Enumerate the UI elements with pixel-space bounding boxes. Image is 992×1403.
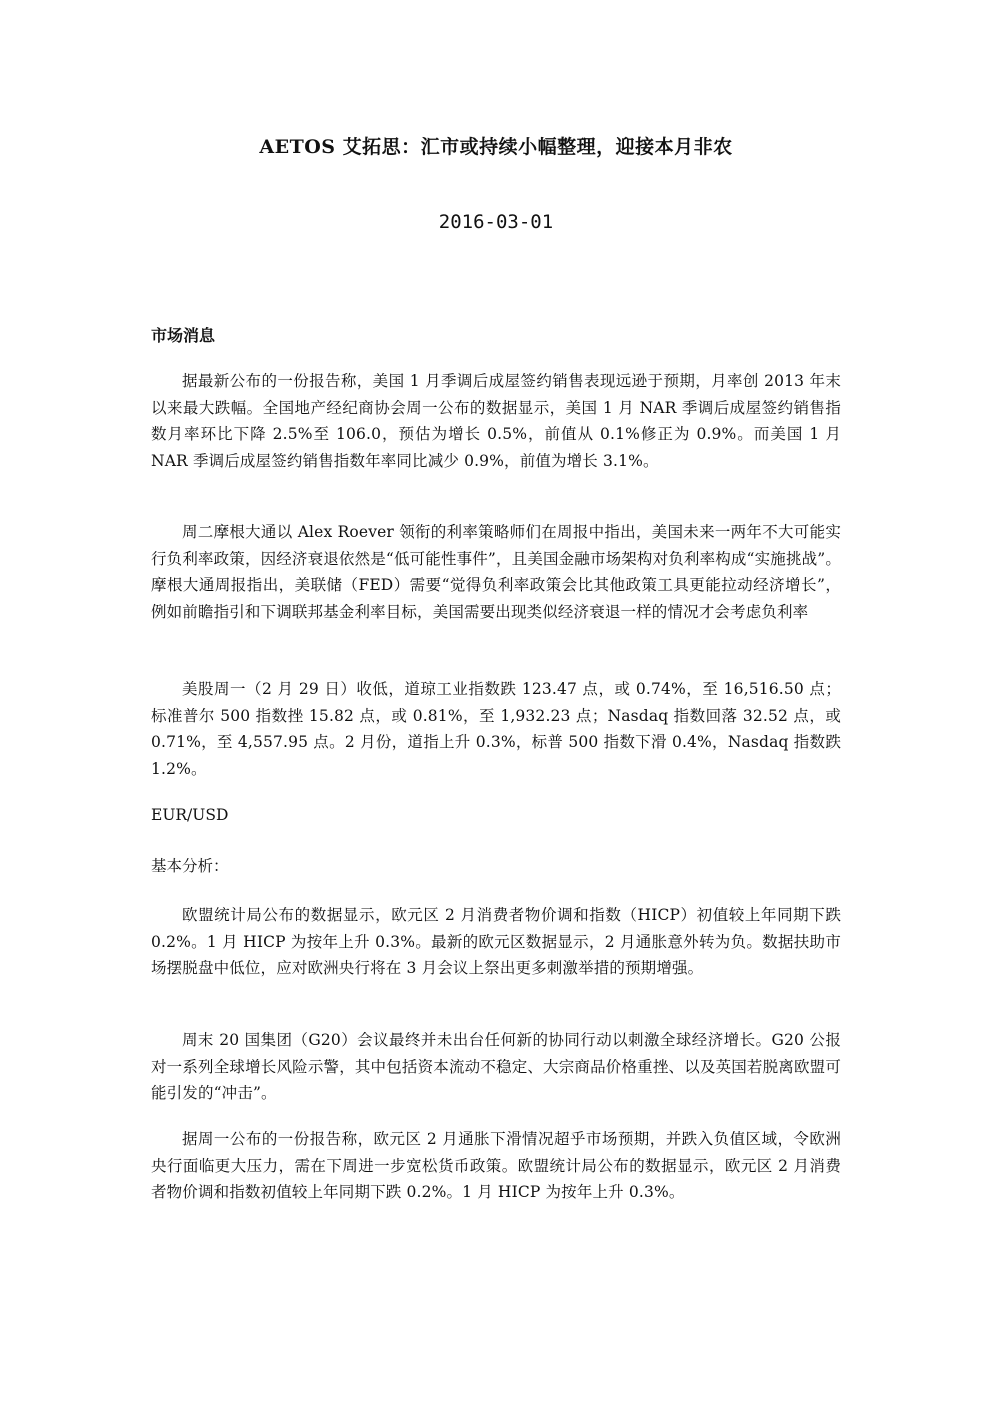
paragraph-eurozone-inflation: 据周一公布的一份报告称，欧元区 2 月通胀下滑情况超乎市场预期，并跌入负值区域，令欧洲央行面临更大压力，需在下周进一步宽松货币政策。欧盟统计局公布的数据显示，欧元区 2 月消费者物价调和指数初值较上年同期下跌 0.2%。1 月 HICP 为按年上升 0.3%。 — [151, 1130, 841, 1201]
paragraph-us-stocks: 美股周一（2 月 29 日）收低，道琼工业指数跌 123.47 点，或 0.74%，至 16,516.50 点；标准普尔 500 指数挫 15.82 点，或 0.81%，至 1,932.23 点；Nasdaq 指数回落 32.52 点，或 0.71%，至 4,557.95 点。2 月份，道指上升 0.3%，标普 500 指数下滑 0.4%，Nasdaq 指数跌 1.2%。 — [151, 680, 841, 778]
section-heading: 市场消息 — [151, 326, 216, 345]
paragraph-eurostat-hicp: 欧盟统计局公布的数据显示，欧元区 2 月消费者物价调和指数（HICP）初值较上年同期下跌 0.2%。1 月 HICP 为按年上升 0.3%。最新的欧元区数据显示，2 月通胀意外转为负。数据扶助市场摆脱盘中低位，应对欧洲央行将在 3 月会议上祭出更多刺激举措的预期增强。 — [151, 906, 841, 977]
paragraph-jpmorgan-rates: 周二摩根大通以 Alex Roever 领衔的利率策略师们在周报中指出，美国未来一两年不大可能实行负利率政策，因经济衰退依然是“低可能性事件”，且美国金融市场架构对负利率构成“实施挑战”。摩根大通周报指出，美联储（FED）需要“觉得负利率政策会比其他政策工具更能拉动经济增长”，例如前瞻指引和下调联邦基金利率目标，美国需要出现类似经济衰退一样的情况才会考虑负利率 — [151, 523, 841, 621]
document-title: AETOS 艾拓思：汇市或持续小幅整理，迎接本月非农 — [259, 136, 733, 158]
document-date: 2016-03-01 — [438, 211, 554, 233]
paragraph-g20-meeting: 周末 20 国集团（G20）会议最终并未出台任何新的协同行动以刺激全球经济增长。G20 公报对一系列全球增长风险示警，其中包括资本流动不稳定、大宗商品价格重挫、以及英国若脱离欧盟可能引发的“冲击”。 — [151, 1031, 841, 1102]
analysis-label: 基本分析： — [151, 857, 229, 875]
paragraph-pending-home-sales: 据最新公布的一份报告称，美国 1 月季调后成屋签约销售表现远逊于预期，月率创 2013 年末以来最大跌幅。全国地产经纪商协会周一公布的数据显示，美国 1 月 NAR 季调后成屋签约销售指数月率环比下降 2.5%至 106.0，预估为增长 0.5%，前值从 0.1%修正为 0.9%。而美国 1 月 NAR 季调后成屋签约销售指数年率同比减少 0.9%，前值为增长 3.1%。 — [151, 372, 841, 470]
currency-pair-label: EUR/USD — [151, 806, 229, 824]
